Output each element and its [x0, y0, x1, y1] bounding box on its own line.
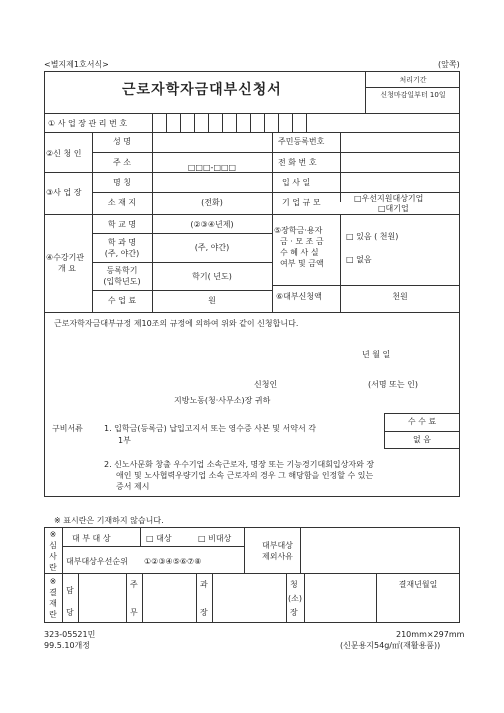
- semester-label-2: (입학년도): [103, 277, 141, 286]
- note-text: ※ 표시란은 기재하지 않습니다.: [54, 516, 164, 525]
- scholar-label-3: 수 혜 사 실: [280, 248, 319, 257]
- scholar-label: ⑤장학금·용자: [274, 226, 323, 235]
- size-option-large[interactable]: □대기업: [378, 204, 409, 213]
- fee-label: 수 수 료: [407, 417, 437, 426]
- approval-date-label: 결재년월일: [398, 580, 438, 589]
- size-option-priority[interactable]: □우선지원대상기업: [354, 194, 424, 203]
- review-side-1: 심: [49, 541, 57, 550]
- doc-item-1b: 1부: [118, 436, 131, 445]
- hire-date-label: 입 사 일: [282, 178, 311, 187]
- footer-revision: 99.5.10개정: [44, 641, 90, 650]
- approval-ju-1: 주: [130, 580, 138, 589]
- school-value[interactable]: (②③④년제): [190, 220, 234, 229]
- workplace-id-label: ① 사 업 장 관 리 번 호: [48, 119, 128, 128]
- approval-damdang-1: 담: [66, 586, 74, 595]
- approval-ju-2: 무: [130, 608, 138, 617]
- workplace-label: ③사 업 장: [46, 188, 82, 197]
- ws-phone[interactable]: (전화): [201, 198, 223, 207]
- approval-star: ※: [49, 577, 57, 586]
- footer-paper: (신문용지54g/㎡(재활용품)): [340, 641, 441, 650]
- ws-address-label: 소 재 지: [107, 198, 137, 207]
- loan-label: ⑥대부신청액: [276, 292, 322, 301]
- approval-cheong-3: 장: [290, 608, 298, 617]
- approval-gwa-2: 장: [200, 608, 208, 617]
- edu-label: ④수강기관: [46, 253, 85, 262]
- sign-hint: (서명 또는 인): [368, 380, 418, 389]
- reason-label-2: 제외사유: [262, 552, 293, 561]
- fee-value: 없 음: [413, 435, 431, 444]
- loan-value[interactable]: 천원: [392, 292, 408, 301]
- review-star: ※: [49, 530, 57, 539]
- scholar-label-4: 여부 및 금액: [280, 259, 324, 268]
- doc-item-2c: 증서 제시: [116, 482, 150, 491]
- dept-value[interactable]: (주, 야간): [194, 243, 230, 252]
- doc-item-2b: 애인 및 노사협력우량기업 소속 근로자의 경우 그 해당함을 인정할 수 있는: [116, 471, 374, 480]
- processing-value: 신청마감일부터 10일: [380, 91, 446, 99]
- edu-label-2: 개 요: [58, 264, 76, 273]
- statement-text: 근로자학자금대부규정 제10조의 규정에 의하여 위와 같이 신청합니다.: [54, 319, 299, 328]
- review-side-2: 사: [49, 552, 57, 561]
- name-label: 성 명: [113, 137, 131, 146]
- form-title: 근로자학자금대부신청서: [122, 82, 282, 98]
- doc-item-2a: 2. 신노사문화 창출 우수기업 소속근로자, 명장 또는 기능경기대회입상자와 장: [104, 460, 375, 469]
- school-label: 학 교 명: [107, 220, 137, 229]
- processing-label: 처리기간: [399, 76, 427, 84]
- phone-label: 전 화 번 호: [278, 158, 317, 167]
- scholar-option-no[interactable]: □ 없음: [346, 255, 372, 264]
- semester-label: 등록학기: [106, 266, 138, 275]
- page-side: (앞쪽): [438, 60, 460, 69]
- reason-label: 대부대상: [262, 541, 293, 550]
- approval-side-1: 결: [49, 588, 57, 597]
- approval-damdang-2: 당: [66, 608, 74, 617]
- docs-label: 구비서류: [52, 424, 83, 433]
- applicant-label: ②신 청 인: [46, 149, 82, 158]
- size-label: 기 업 규 모: [282, 198, 321, 207]
- form-number: <별지제1호서식>: [44, 60, 109, 69]
- footer-size: 210mm×297mm: [396, 630, 465, 639]
- semester-value[interactable]: 학기( 년도): [192, 272, 232, 281]
- approval-cheong-2: (소): [288, 594, 302, 603]
- dept-label-2: (주, 야간): [104, 249, 140, 258]
- target-option-no[interactable]: □ 비대상: [198, 534, 232, 543]
- approval-gwa-1: 과: [200, 580, 208, 589]
- priority-value[interactable]: ①②③④⑤⑥⑦⑧: [144, 557, 202, 566]
- tuition-label: 수 업 료: [107, 296, 137, 305]
- address-label: 주 소: [113, 158, 131, 167]
- approval-cheong-1: 청: [290, 580, 298, 589]
- dept-label: 학 과 명: [107, 238, 137, 247]
- footer-code: 323-05521민: [44, 630, 96, 639]
- address-postal[interactable]: □□□-□□□: [187, 163, 237, 172]
- scholar-label-2: 금 · 모 조 금: [280, 237, 324, 246]
- ws-name-label: 명 칭: [113, 178, 131, 187]
- approval-side-2: 재: [49, 599, 57, 608]
- scholar-option-yes[interactable]: □ 있음 ( 천원): [346, 232, 399, 241]
- target-option-yes[interactable]: □ 대상: [146, 534, 172, 543]
- approval-side-3: 란: [49, 610, 57, 619]
- doc-item-1: 1. 입학금(등록금) 납입고지서 또는 영수증 사본 및 서약서 각: [104, 424, 316, 433]
- priority-label: 대부대상우선순위: [66, 557, 128, 566]
- resident-label: 주민등록번호: [278, 137, 325, 146]
- date-line[interactable]: 년 월 일: [362, 350, 391, 359]
- target-label: 대 부 대 상: [72, 534, 111, 543]
- applicant-sign-label: 신청인: [254, 380, 278, 389]
- tuition-value[interactable]: 원: [208, 296, 216, 305]
- review-side-3: 란: [49, 563, 57, 572]
- addressee: 지방노동(청·사무소)장 귀하: [174, 396, 271, 405]
